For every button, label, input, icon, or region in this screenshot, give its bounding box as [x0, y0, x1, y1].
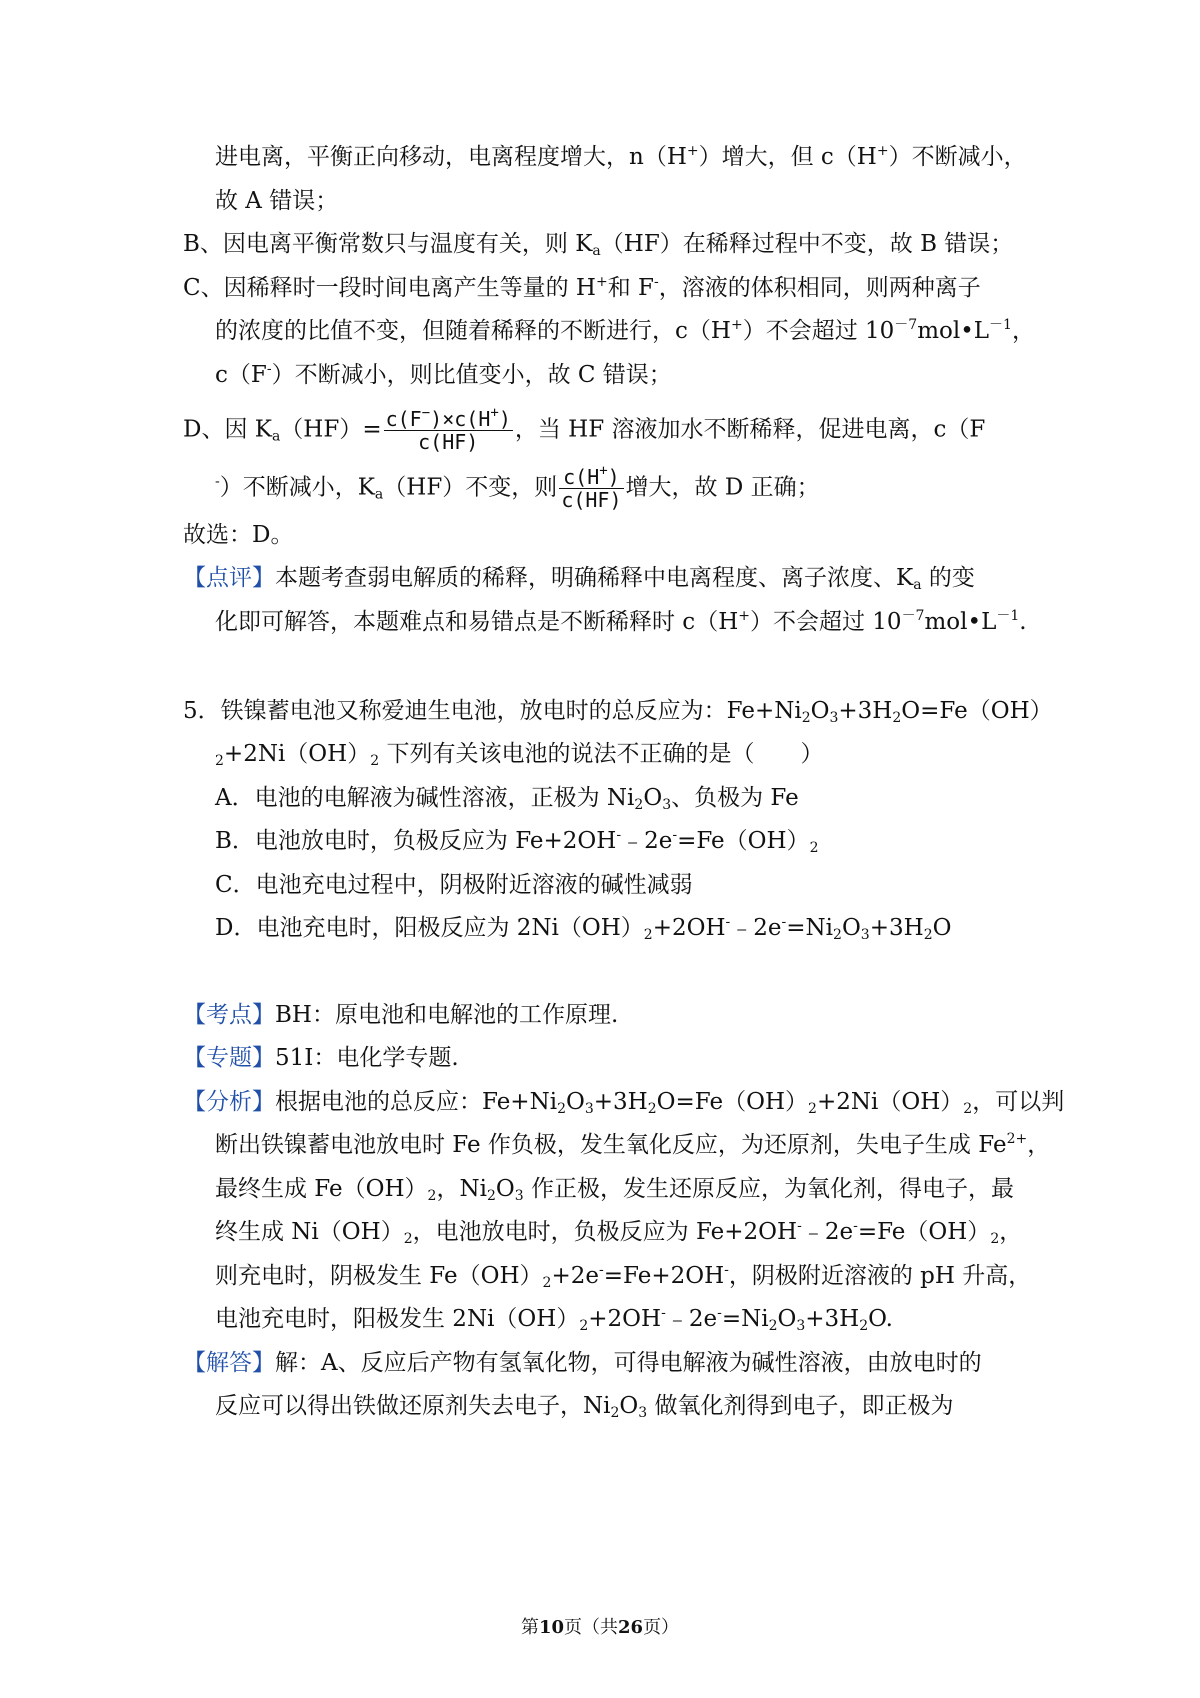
jieda-tag: 【解答】: [183, 1350, 275, 1376]
q5-option-d: D．电池充电时，阳极反应为 $2Ni(OH)_2+2OH^-﹣2e^-=Ni_2O_3+3H_2O$: [215, 914, 952, 943]
q4-option-b: B、因电离平衡常数只与温度有关，则 $K_a(HF)$在稀释过程中不变，故 B 错误；: [183, 231, 1014, 259]
q4-option-c-line-3: c（F-）不断减小，则比值变小，故 C 错误；: [215, 361, 672, 388]
page-footer: [0, 1616, 1200, 1640]
fenxi-line-3: 最终生成 $Fe(OH)_2$，$Ni_2O_3$ 作正极，发生还原反应，为氧化剂，得电子，最: [215, 1176, 1014, 1204]
q5-option-a: A．电池的电解液为碱性溶液，正极为 $Ni_2O_3$、负极为 Fe: [215, 785, 799, 813]
q4-comment-line-1: [183, 563, 975, 593]
kaodian-tag: 【考点】: [183, 1002, 275, 1028]
fenxi-line-5: 则充电时，阴极发生 $Fe(OH)_2+2e^-=Fe+2OH^-$，阴极附近溶液的 pH 升高，: [215, 1262, 1032, 1291]
q5-stem-line-2: $_2+2Ni(OH)_2$ 下列有关该电池的说法不正确的是（ ）: [215, 741, 824, 769]
kaodian-line: [183, 1000, 618, 1030]
q4-option-c-line-2: 的浓度的比值不变，但随着稀释的不断进行，c（H+）不会超过 $10^{-7}mol•L^{-1}$，: [215, 317, 1035, 344]
ka-fraction: $\frac{c(F^-)\times c(H^+)}{c(HF)}$: [385, 405, 511, 454]
q4-option-d-line-1: D、因 $K_a(HF)=$ $\frac{c(F^-)\times c(H^+)}{c(HF)}$ ，当 HF 溶液加水不断稀释，促进电离，c（F: [183, 405, 986, 454]
jieda-line-2: 反应可以得出铁做还原剂失去电子，$Ni_2O_3$ 做氧化剂得到电子，即正极为: [215, 1393, 954, 1421]
zhuanti-line: [183, 1043, 459, 1073]
footer-prefix: 第: [520, 1617, 539, 1638]
q4-answer: 故选：D。: [183, 522, 294, 548]
fenxi-line-2: 断出铁镍蓄电池放电时 Fe 作负极，发生氧化反应，为还原剂，失电子生成 $Fe^{2+}$，: [215, 1131, 1051, 1158]
q4-tail-line-1: 进电离，平衡正向移动，电离程度增大，n（H+）增大，但 c（H+）不断减小，: [215, 143, 1027, 170]
zhuanti-tag: 【专题】: [183, 1045, 275, 1071]
q5-option-c: C．电池充电过程中，阴极附近溶液的碱性减弱: [215, 872, 693, 898]
jieda-line-1: [183, 1348, 982, 1378]
comment-tag: 【点评】: [183, 565, 275, 591]
jieda-text-1: 解：A、反应后产物有氢氧化物，可得电解液为碱性溶液，由放电时的: [275, 1350, 982, 1376]
q5-option-b: B．电池放电时，负极反应为 $Fe+2OH^-﹣2e^-=Fe(OH)_2$: [215, 827, 819, 856]
q4-option-d-line-2: -）不断减小，$K_a(HF)$不变，则 $\frac{c(H^+)}{c(HF)}$ 增大，故 D 正确；: [215, 463, 820, 512]
fenxi-line-4: 终生成 $Ni(OH)_2$，电池放电时，负极反应为 $Fe+2OH^-﹣2e^-=Fe(OH)_2$，: [215, 1218, 1023, 1247]
fenxi-line-1: [183, 1087, 1064, 1117]
q5-stem-line-1: 5．铁镍蓄电池又称爱迪生电池，放电时的总反应为：$Fe+Ni_2O_3+3H_2O=Fe(OH)$: [183, 698, 1053, 726]
fenxi-text-1: 根据电池的总反应：$Fe+Ni_2O_3+3H_2O=Fe(OH)_2+2Ni(OH)_2$，可以判: [275, 1089, 1065, 1117]
footer-suffix: 页）: [643, 1617, 680, 1638]
comment-text-1: 本题考查弱电解质的稀释，明确稀释中电离程度、离子浓度、$K_a$ 的变: [275, 565, 975, 593]
fenxi-line-6: 电池充电时，阳极发生 $2Ni(OH)_2+2OH^-﹣2e^-=Ni_2O_3+3H_2O$.: [215, 1305, 893, 1334]
ratio-fraction: $\frac{c(H^+)}{c(HF)}$: [561, 463, 622, 512]
footer-total-pages: 26: [618, 1617, 644, 1638]
footer-page-number: 10: [538, 1617, 564, 1638]
fenxi-tag: 【分析】: [183, 1089, 275, 1115]
zhuanti-text: 51I：电化学专题.: [275, 1045, 459, 1071]
kaodian-text: BH：原电池和电解池的工作原理.: [275, 1002, 619, 1028]
q4-tail-line-2: 故 A 错误；: [215, 188, 339, 214]
footer-mid: 页（共: [564, 1617, 618, 1638]
q4-comment-line-2: 化即可解答，本题难点和易错点是不断稀释时 c（H+）不会超过 $10^{-7}mol•L^{-1}$.: [215, 608, 1027, 635]
q4-option-c-line-1: C、因稀释时一段时间电离产生等量的 H+和 F-，溶液的体积相同，则两种离子: [183, 274, 981, 301]
